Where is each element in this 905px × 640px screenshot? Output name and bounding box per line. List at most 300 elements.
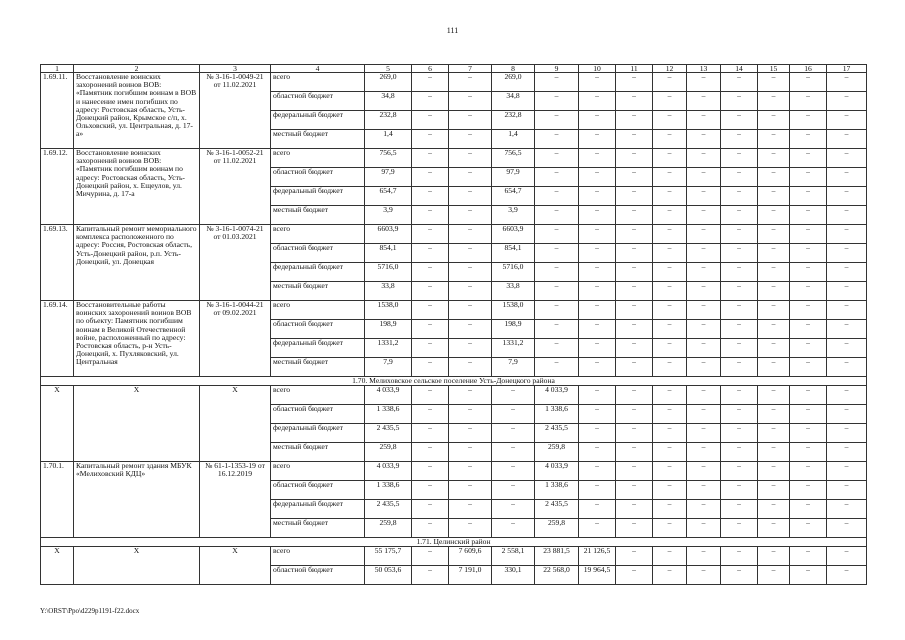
value-cell: – [758,481,790,500]
value-cell: – [721,500,758,519]
value-cell: 2 435,5 [535,424,579,443]
value-cell: – [790,92,827,111]
value-cell: – [827,339,867,358]
item-name: Восстановление воинских захоронений воинов ВОВ: «Памятник погибшим воинам по адресу: Ростовская область, Усть-Донецкий район, х. Ещеулов, ул. Мичурина, д. 17-а [74,149,200,225]
value-cell: – [412,92,449,111]
value-cell: – [827,168,867,187]
value-cell: – [616,358,653,377]
value-cell: – [449,225,492,244]
value-cell: – [653,386,687,405]
value-cell: – [653,282,687,301]
value-cell: – [687,358,721,377]
value-cell: – [758,386,790,405]
value-cell: – [687,225,721,244]
value-cell: 3,9 [365,206,412,225]
value-cell: – [579,443,616,462]
value-cell: 97,9 [492,168,535,187]
value-cell: – [492,519,535,538]
value-cell: 97,9 [365,168,412,187]
value-cell: – [616,282,653,301]
value-cell: – [790,187,827,206]
value-cell: – [449,149,492,168]
item-code: Х [41,386,74,462]
value-cell: – [653,73,687,92]
value-cell: – [579,500,616,519]
funding-source: областной бюджет [271,405,365,424]
value-cell: – [616,547,653,566]
value-cell: – [687,386,721,405]
value-cell: – [412,500,449,519]
value-cell: – [616,73,653,92]
value-cell: – [827,263,867,282]
value-cell: – [721,462,758,481]
value-cell: – [412,424,449,443]
value-cell: – [687,149,721,168]
value-cell: – [579,358,616,377]
column-header: 10 [579,65,616,73]
value-cell: – [535,168,579,187]
value-cell: – [535,244,579,263]
item-name: Капитальный ремонт мемориального комплекса расположенного по адресу: Россия, Ростовская область, Усть-Донецкий район, р.п. Усть-Донецкий, ул. Донецкая [74,225,200,301]
value-cell: – [579,149,616,168]
value-cell: – [535,149,579,168]
column-header: 15 [758,65,790,73]
item-document: № 3-16-1-0074-21 от 01.03.2021 [200,225,271,301]
funding-source: федеральный бюджет [271,187,365,206]
value-cell: – [653,500,687,519]
value-cell: – [687,301,721,320]
value-cell: – [579,320,616,339]
value-cell: – [616,168,653,187]
column-header: 9 [535,65,579,73]
value-cell: 2 435,5 [365,424,412,443]
value-cell: – [653,263,687,282]
item-code: 1.69.13. [41,225,74,301]
value-cell: – [449,462,492,481]
value-cell: – [721,225,758,244]
value-cell: – [827,149,867,168]
value-cell: – [412,320,449,339]
value-cell: – [653,462,687,481]
value-cell: – [827,405,867,424]
value-cell: – [827,206,867,225]
item-code: 1.69.12. [41,149,74,225]
value-cell: – [579,405,616,424]
value-cell: – [449,130,492,149]
value-cell: – [827,500,867,519]
value-cell: 7,9 [492,358,535,377]
value-cell: 1331,2 [365,339,412,358]
value-cell: – [412,244,449,263]
value-cell: – [687,92,721,111]
value-cell: – [790,500,827,519]
value-cell: – [721,320,758,339]
value-cell: – [790,320,827,339]
value-cell: – [721,481,758,500]
value-cell: – [579,481,616,500]
value-cell: – [449,386,492,405]
table-row [41,149,867,168]
value-cell: – [687,263,721,282]
value-cell: – [758,443,790,462]
value-cell: – [616,443,653,462]
value-cell: 7 609,6 [449,547,492,566]
value-cell: – [721,130,758,149]
value-cell: – [827,481,867,500]
value-cell: – [616,405,653,424]
value-cell: – [653,424,687,443]
item-document: № 61-1-1353-19 от 16.12.2019 [200,462,271,538]
value-cell: – [412,168,449,187]
value-cell: – [579,301,616,320]
value-cell: 259,8 [535,443,579,462]
value-cell: – [616,339,653,358]
value-cell: – [449,92,492,111]
table-row [41,386,867,405]
funding-source: всего [271,149,365,168]
value-cell: – [721,339,758,358]
value-cell: – [616,111,653,130]
funding-source: федеральный бюджет [271,263,365,282]
value-cell: – [721,206,758,225]
value-cell: – [758,282,790,301]
value-cell: – [653,187,687,206]
value-cell: – [758,301,790,320]
item-name: Капитальный ремонт здания МБУК «Мелиховский КДЦ» [74,462,200,538]
value-cell: – [449,424,492,443]
value-cell: – [827,187,867,206]
value-cell: – [790,111,827,130]
funding-source: всего [271,386,365,405]
funding-source: областной бюджет [271,566,365,585]
value-cell: – [412,187,449,206]
table-row [41,301,867,320]
value-cell: – [790,519,827,538]
column-header: 17 [827,65,867,73]
item-document: № 3-16-1-0049-21 от 11.02.2021 [200,73,271,149]
value-cell: – [535,92,579,111]
value-cell: – [721,386,758,405]
value-cell: – [653,519,687,538]
item-code: Х [41,547,74,585]
value-cell: 7 191,0 [449,566,492,585]
value-cell: – [721,566,758,585]
value-cell: – [721,547,758,566]
value-cell: – [721,149,758,168]
value-cell: – [653,405,687,424]
value-cell: – [535,358,579,377]
value-cell: – [412,149,449,168]
column-header: 4 [271,65,365,73]
value-cell: – [827,73,867,92]
value-cell: – [758,187,790,206]
value-cell: – [579,339,616,358]
value-cell: 269,0 [365,73,412,92]
value-cell: – [579,111,616,130]
value-cell: – [412,282,449,301]
value-cell: – [579,168,616,187]
funding-source: федеральный бюджет [271,111,365,130]
value-cell: – [687,168,721,187]
table-row [41,73,867,92]
value-cell: – [758,92,790,111]
value-cell: – [827,92,867,111]
value-cell: 1 338,6 [535,405,579,424]
value-cell: – [758,130,790,149]
value-cell: – [535,320,579,339]
section-header-row [41,538,867,547]
column-header: 2 [74,65,200,73]
value-cell: 1538,0 [365,301,412,320]
value-cell: – [653,339,687,358]
value-cell: – [827,462,867,481]
item-code: 1.69.11. [41,73,74,149]
value-cell: – [827,282,867,301]
funding-source: всего [271,73,365,92]
value-cell: – [721,443,758,462]
column-header: 8 [492,65,535,73]
value-cell: 6603,9 [492,225,535,244]
funding-source: местный бюджет [271,358,365,377]
funding-source: областной бюджет [271,320,365,339]
value-cell: – [827,443,867,462]
value-cell: – [449,187,492,206]
value-cell: – [449,111,492,130]
value-cell: – [827,566,867,585]
value-cell: – [827,424,867,443]
value-cell: – [492,462,535,481]
value-cell: – [721,424,758,443]
value-cell: – [721,168,758,187]
value-cell: – [579,225,616,244]
table-row [41,225,867,244]
budget-table [40,64,867,585]
column-header: 16 [790,65,827,73]
table-row [41,547,867,566]
item-name: Восстановление воинских захоронений воинов ВОВ: «Памятник погибшим воинам в ВОВ и нанесение имен погибших по адресу: Ростовская область, Усть-Донецкий район, Крымское с/п, х. Ольховский, ул. Центральная, д. 17-а» [74,73,200,149]
value-cell: – [616,225,653,244]
value-cell: – [535,187,579,206]
value-cell: – [758,405,790,424]
value-cell: – [616,462,653,481]
value-cell: – [790,386,827,405]
value-cell: – [687,320,721,339]
value-cell: 654,7 [365,187,412,206]
value-cell: – [827,519,867,538]
value-cell: – [758,320,790,339]
section-header-row [41,377,867,386]
column-header: 13 [687,65,721,73]
value-cell: – [449,519,492,538]
funding-source: всего [271,301,365,320]
value-cell: – [653,149,687,168]
value-cell: – [579,462,616,481]
value-cell: 198,9 [492,320,535,339]
value-cell: 33,8 [492,282,535,301]
value-cell: 259,8 [365,443,412,462]
value-cell: 3,9 [492,206,535,225]
value-cell: – [721,111,758,130]
value-cell: – [758,462,790,481]
column-header: 3 [200,65,271,73]
funding-source: областной бюджет [271,168,365,187]
value-cell: 5716,0 [365,263,412,282]
value-cell: – [449,481,492,500]
value-cell: – [758,111,790,130]
value-cell: 756,5 [365,149,412,168]
value-cell: 259,8 [535,519,579,538]
value-cell: – [687,339,721,358]
funding-source: федеральный бюджет [271,339,365,358]
value-cell: – [449,244,492,263]
value-cell: – [790,424,827,443]
column-header: 7 [449,65,492,73]
item-name: Х [74,386,200,462]
value-cell: – [687,405,721,424]
value-cell: – [790,130,827,149]
value-cell: – [790,149,827,168]
value-cell: 1,4 [492,130,535,149]
value-cell: – [579,244,616,263]
value-cell: 2 435,5 [365,500,412,519]
value-cell: – [535,263,579,282]
value-cell: – [535,282,579,301]
column-header: 14 [721,65,758,73]
value-cell: – [412,225,449,244]
column-header: 6 [412,65,449,73]
value-cell: 259,8 [365,519,412,538]
value-cell: – [687,547,721,566]
value-cell: – [616,320,653,339]
value-cell: – [579,424,616,443]
value-cell: – [687,462,721,481]
value-cell: – [535,339,579,358]
value-cell: – [412,405,449,424]
value-cell: 4 033,9 [535,386,579,405]
value-cell: – [412,339,449,358]
value-cell: – [412,130,449,149]
value-cell: 6603,9 [365,225,412,244]
value-cell: 55 175,7 [365,547,412,566]
value-cell: – [492,405,535,424]
value-cell: – [790,301,827,320]
value-cell: – [687,111,721,130]
funding-source: всего [271,462,365,481]
value-cell: – [653,111,687,130]
value-cell: – [758,519,790,538]
value-cell: – [616,263,653,282]
value-cell: – [827,386,867,405]
value-cell: 5716,0 [492,263,535,282]
column-header: 1 [41,65,74,73]
value-cell: – [449,358,492,377]
value-cell: – [653,566,687,585]
value-cell: – [616,386,653,405]
value-cell: 2 435,5 [535,500,579,519]
value-cell: – [579,519,616,538]
value-cell: – [790,244,827,263]
item-code: 1.69.14. [41,301,74,377]
value-cell: – [653,301,687,320]
value-cell: – [653,244,687,263]
value-cell: – [758,244,790,263]
value-cell: – [449,263,492,282]
value-cell: 4 033,9 [365,386,412,405]
value-cell: – [535,301,579,320]
item-document: Х [200,547,271,585]
funding-source: местный бюджет [271,130,365,149]
value-cell: – [827,111,867,130]
value-cell: – [579,386,616,405]
value-cell: – [758,73,790,92]
value-cell: – [579,92,616,111]
value-cell: – [687,500,721,519]
value-cell: – [412,547,449,566]
value-cell: – [616,187,653,206]
value-cell: – [758,339,790,358]
value-cell: – [449,301,492,320]
value-cell: – [449,500,492,519]
value-cell: – [687,566,721,585]
value-cell: – [535,206,579,225]
value-cell: – [687,481,721,500]
value-cell: 34,8 [365,92,412,111]
item-name: Восстановительные работы воинских захоронений воинов ВОВ по объекту: Памятник погибшим воинам в Великой Отечественной войне, расположенный по адресу: Ростовская область, р-н Усть-Донецкий, х. Пухляковский, ул. Центральная [74,301,200,377]
value-cell: – [616,301,653,320]
value-cell: – [687,206,721,225]
value-cell: – [449,339,492,358]
value-cell: 198,9 [365,320,412,339]
value-cell: – [449,73,492,92]
value-cell: – [579,73,616,92]
value-cell: – [412,566,449,585]
value-cell: – [758,424,790,443]
value-cell: 7,9 [365,358,412,377]
value-cell: – [687,282,721,301]
value-cell: – [412,206,449,225]
value-cell: – [758,547,790,566]
value-cell: – [790,405,827,424]
value-cell: – [687,187,721,206]
value-cell: – [687,73,721,92]
value-cell: 330,1 [492,566,535,585]
value-cell: – [758,225,790,244]
value-cell: – [758,566,790,585]
value-cell: – [616,424,653,443]
value-cell: – [758,263,790,282]
value-cell: – [721,187,758,206]
value-cell: – [687,519,721,538]
value-cell: – [758,168,790,187]
value-cell: – [616,130,653,149]
value-cell: – [653,225,687,244]
value-cell: 854,1 [365,244,412,263]
value-cell: – [412,301,449,320]
value-cell: 1,4 [365,130,412,149]
value-cell: – [790,462,827,481]
value-cell: – [579,130,616,149]
funding-source: федеральный бюджет [271,424,365,443]
item-document: № 3-16-1-0044-21 от 09.02.2021 [200,301,271,377]
value-cell: – [492,424,535,443]
value-cell: – [579,282,616,301]
value-cell: – [790,168,827,187]
section-title: 1.70. Мелиховское сельское поселение Усть-Донецкого района [41,377,867,386]
item-code: 1.70.1. [41,462,74,538]
funding-source: областной бюджет [271,244,365,263]
value-cell: – [721,405,758,424]
value-cell: – [412,111,449,130]
